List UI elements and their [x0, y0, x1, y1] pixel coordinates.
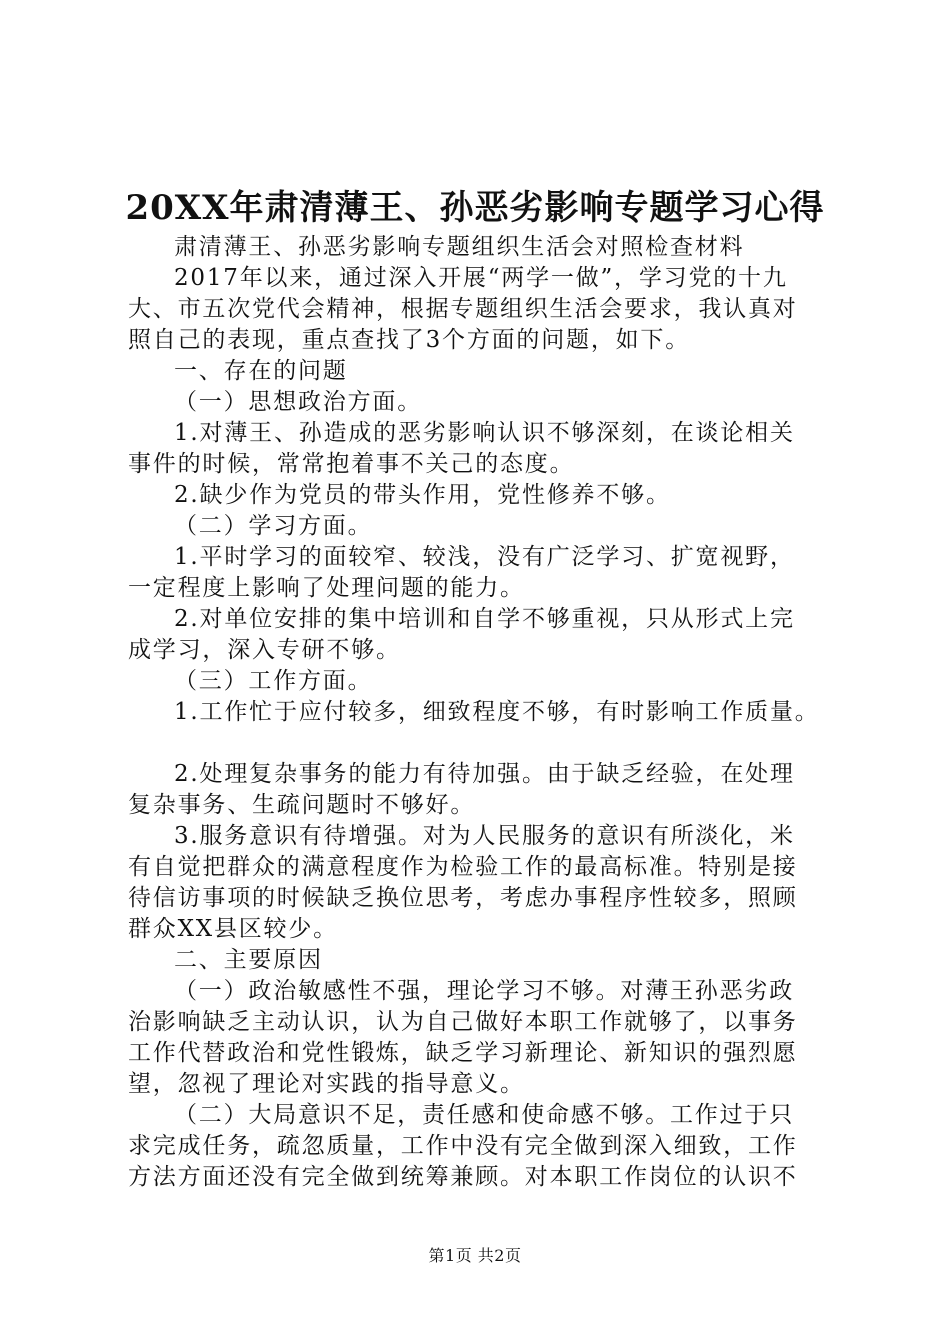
text-line: 求完成任务，疏忽质量，工作中没有完全做到深入细致，工作: [128, 1133, 798, 1159]
text-line: 方法方面还没有完全做到统筹兼顾。对本职工作岗位的认识不: [128, 1164, 798, 1190]
text-line: 成学习，深入专研不够。: [128, 637, 401, 663]
text-line: （三）工作方面。: [174, 668, 373, 694]
text-line: 2.处理复杂事务的能力有待加强。由于缺乏经验，在处理: [174, 761, 795, 787]
text-line: 望，忽视了理论对实践的指导意义。: [128, 1071, 525, 1097]
text-line: 有自觉把群众的满意程度作为检验工作的最高标准。特别是接: [128, 854, 798, 880]
text-line: 待信访事项的时候缺乏换位思考，考虑办事程序性较多，照顾: [128, 885, 798, 911]
page-footer: 第1页 共2页: [428, 1246, 522, 1265]
document-body: [128, 232, 828, 1193]
text-line: （一）政治敏感性不强，理论学习不够。对薄王孙恶劣政: [174, 978, 794, 1004]
text-line: 照自己的表现，重点查找了3个方面的问题，如下。: [128, 327, 691, 353]
text-line: 群众XX县区较少。: [128, 916, 338, 942]
text-line: 一定程度上影响了处理问题的能力。: [128, 575, 525, 601]
text-line: 2.对单位安排的集中培训和自学不够重视，只从形式上完: [174, 606, 795, 632]
document-title: 20XX年肃清薄王、孙恶劣影响专题学习心得: [125, 188, 825, 228]
text-line: 2017年以来，通过深入开展“两学一做”，学习党的十九: [174, 265, 788, 291]
text-line: 一、存在的问题: [174, 358, 348, 384]
text-line: 2.缺少作为党员的带头作用，党性修养不够。: [174, 482, 671, 508]
text-line: （二）大局意识不足，责任感和使命感不够。工作过于只: [174, 1102, 794, 1128]
text-line: 1.对薄王、孙造成的恶劣影响认识不够深刻，在谈论相关: [174, 420, 795, 446]
text-line: 二、主要原因: [174, 947, 323, 973]
text-line: 治影响缺乏主动认识，认为自己做好本职工作就够了，以事务: [128, 1009, 798, 1035]
text-line: 1.平时学习的面较窄、较浅，没有广泛学习、扩宽视野，: [174, 544, 795, 570]
text-line: 大、市五次党代会精神，根据专题组织生活会要求，我认真对: [128, 296, 798, 322]
text-line: 事件的时候，常常抱着事不关己的态度。: [128, 451, 575, 477]
text-line: 工作代替政治和党性锻炼，缺乏学习新理论、新知识的强烈愿: [128, 1040, 798, 1066]
text-line: （二）学习方面。: [174, 513, 373, 539]
text-line: （一）思想政治方面。: [174, 389, 422, 415]
text-line: 1.工作忙于应付较多，细致程度不够，有时影响工作质量。: [174, 699, 820, 725]
blank-line: [128, 728, 828, 759]
text-line: 3.服务意识有待增强。对为人民服务的意识有所淡化，米: [174, 823, 795, 849]
text-line: 肃清薄王、孙恶劣影响专题组织生活会对照检查材料: [174, 234, 745, 260]
text-line: 复杂事务、生疏问题时不够好。: [128, 792, 476, 818]
